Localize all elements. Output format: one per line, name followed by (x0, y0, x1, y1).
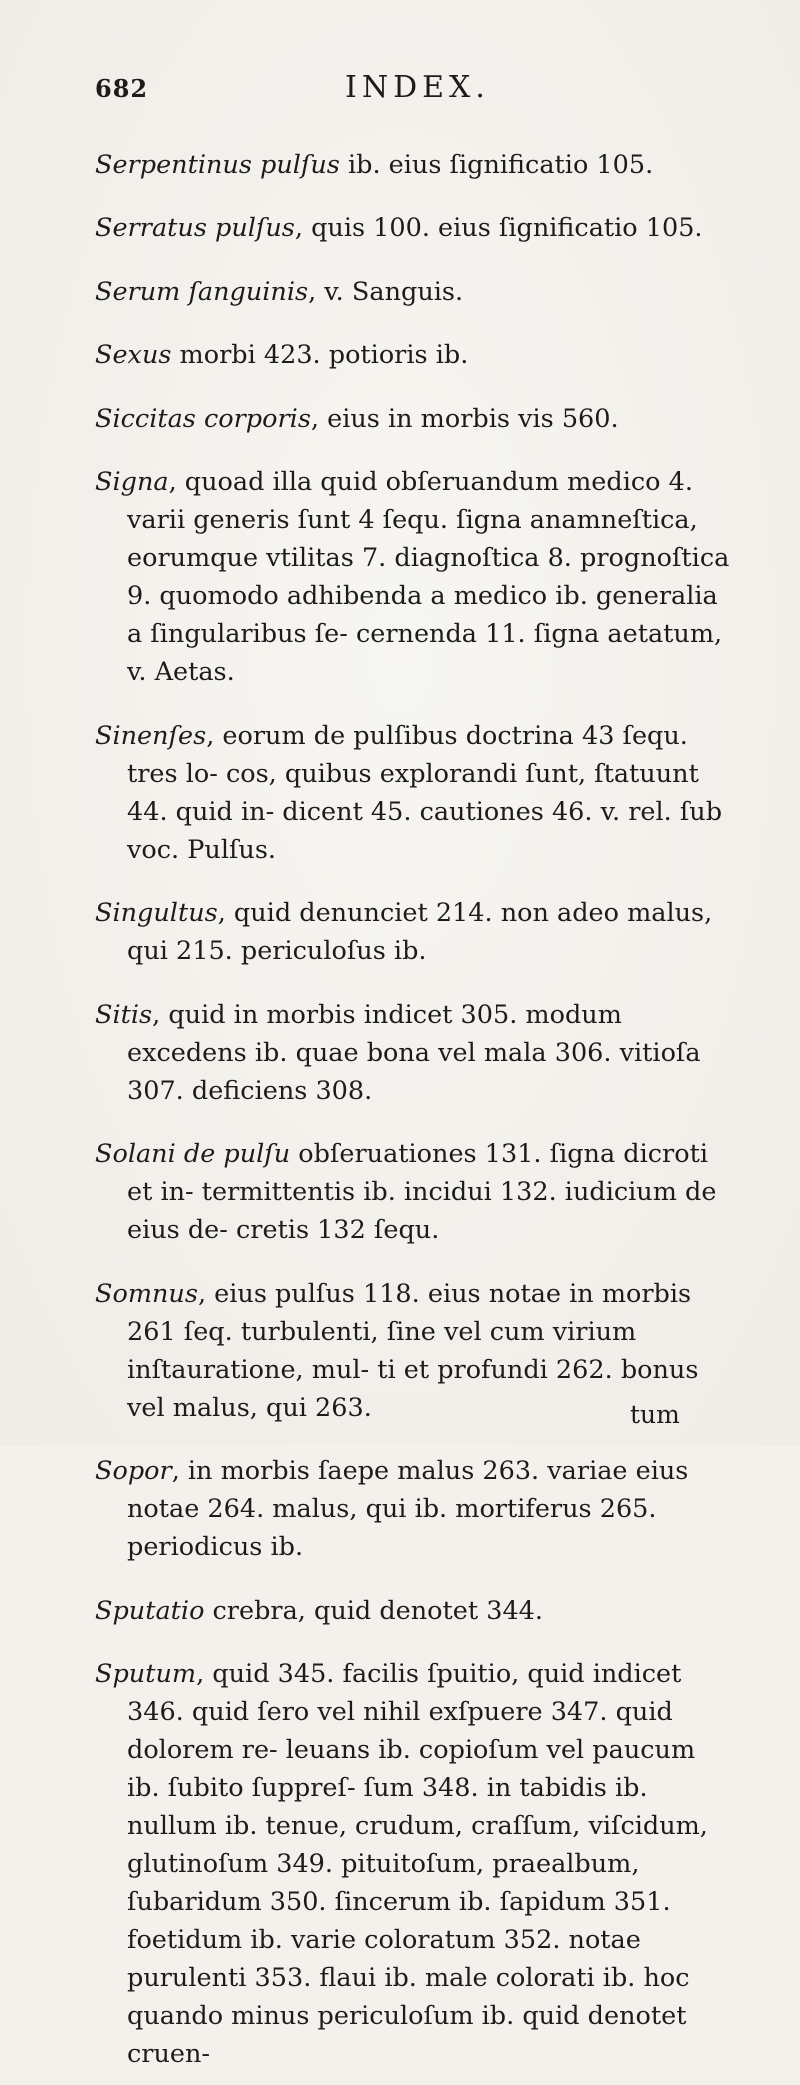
entry-text: , eius in morbis vis 560. (310, 403, 619, 434)
index-entries (95, 120, 735, 2085)
index-entry (95, 894, 735, 970)
index-entry (95, 146, 735, 184)
entry-text: , quis 100. eius ſignificatio 105. (294, 213, 703, 243)
entry-text: obſeruationes 131. ſigna dicroti et in- termittentis ib. incidui 132. iudicium de eius de- cretis 132 ſequ. (127, 1139, 717, 1245)
entry-headword: Solani de pulſu (95, 1139, 291, 1169)
index-entry (95, 996, 735, 1110)
entry-text: , eorum de pulſibus doctrina 43 ſequ. tres lo- cos, quibus explorandi ſunt, ſtatuunt 44. quid in- dicent 45. cautiones 46. v. rel. ſub voc. Pulſus. (127, 720, 723, 865)
entry-headword: Sitis (95, 999, 153, 1030)
catchword: tum (630, 1400, 680, 1429)
index-entry (95, 336, 735, 374)
entry-headword: Singultus (95, 898, 218, 928)
entry-headword: Serum ſanguinis (95, 276, 309, 307)
entry-text: , quoad illa quid obſeruandum medico 4. varii generis ſunt 4 ſequ. ſigna anamneſtica, eorumque vtilitas 7. diagnoſtica 8. prognoſtica 9. quomodo adhibenda a medico ib. generalia a ſingularibus ſe- cernenda 11. ſigna aetatum, v. Aetas. (127, 467, 730, 687)
entry-text: , quid denunciet 214. non adeo malus, qui 215. periculoſus ib. (127, 898, 713, 966)
page-number: 682 (95, 74, 149, 103)
entry-text: morbi 423. potioris ib. (171, 340, 469, 370)
entry-text: , in morbis ſaepe malus 263. variae eius notae 264. malus, qui ib. mortiferus 265. periodicus ib. (127, 1456, 689, 1562)
entry-text: , eius pulſus 118. eius notae in morbis 261 ſeq. turbulenti, ſine vel cum virium inſtauratione, mul- ti et profundi 262. bonus vel malus, qui 263. (127, 1278, 699, 1423)
entry-headword: Serpentinus pulſus (95, 149, 340, 180)
entry-headword: Sexus (95, 340, 172, 370)
index-entry (95, 1135, 735, 1249)
index-entry (95, 400, 735, 438)
entry-headword: Serratus pulſus (95, 213, 295, 243)
index-entry (95, 1592, 735, 1630)
index-entry (95, 1655, 735, 2073)
index-entry (95, 1452, 735, 1566)
page-header (95, 70, 715, 110)
entry-headword: Signa (95, 467, 169, 497)
entry-headword: Sopor (95, 1456, 172, 1486)
entry-text: , v. Sanguis. (308, 276, 464, 307)
entry-headword: Siccitas corporis (95, 403, 311, 434)
running-title: INDEX. (345, 70, 490, 105)
index-entry (95, 717, 735, 869)
entry-headword: Sputatio (95, 1595, 205, 1626)
entry-text: , quid in morbis indicet 305. modum excedens ib. quae bona vel mala 306. vitioſa 307. deficiens 308. (127, 999, 701, 1106)
index-entry (95, 463, 735, 691)
entry-headword: Sputum (95, 1659, 197, 1689)
entry-headword: Somnus (95, 1278, 198, 1309)
entry-text: , quid 345. facilis ſpuitio, quid indicet 346. quid ſero vel nihil exſpuere 347. quid dolorem re- leuans ib. copioſum vel paucum ib. ſubito ſuppreſ- ſum 348. in tabidis ib. nullum ib. tenue, crudum, craſſum, viſcidum, glutinoſum 349. pituitoſum, praealbum, ſubaridum 350. ſincerum ib. ſapidum 351. foetidum ib. varie coloratum 352. notae purulenti 353. flaui ib. male colorati ib. hoc quando minus periculoſum ib. quid denotet cruen- (127, 1659, 708, 2069)
entry-text: ib. eius ſignificatio 105. (339, 149, 654, 180)
entry-text: crebra, quid denotet 344. (204, 1595, 544, 1626)
entry-headword: Sinenſes (95, 720, 207, 751)
index-entry (95, 273, 735, 311)
index-entry (95, 209, 735, 247)
